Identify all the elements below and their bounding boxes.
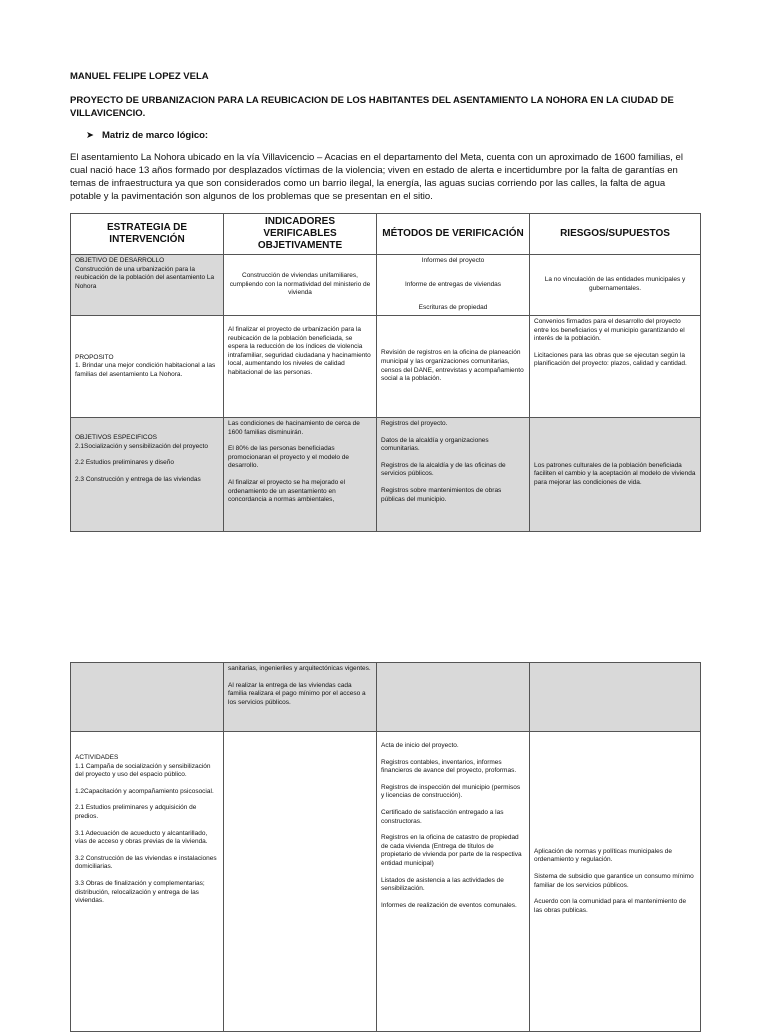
especificos-label: OBJETIVOS ESPECIFICOS bbox=[75, 434, 157, 441]
actividad-item: 1.1 Campaña de socialización y sensibilización del proyecto y uso del espacio público. bbox=[75, 762, 211, 779]
metodo-item: Registros del proyecto. bbox=[381, 420, 448, 427]
metodo-item: Registros de inspección del municipio (permisos y licencias de construcción). bbox=[381, 783, 521, 800]
actividades-indicadores bbox=[224, 732, 377, 1032]
document-title: PROYECTO DE URBANIZACION PARA LA REUBICACION DE LOS HABITANTES DEL ASENTAMIENTO LA NOHORA EN LA CIUDAD DE VILLAVICENCIO. bbox=[70, 95, 674, 119]
desarrollo-label: OBJETIVO DE DESARROLLO bbox=[75, 257, 165, 264]
indicador-item: El 80% de las personas beneficiadas promocionaran el proyecto y el modelo de desarrollo. bbox=[228, 445, 350, 470]
metodo-item: Datos de la alcaldía y organizaciones comunitarias. bbox=[381, 436, 489, 453]
actividades-metodos bbox=[377, 732, 530, 1032]
header-metodos: MÉTODOS DE VERIFICACIÓN bbox=[377, 214, 530, 255]
indicador-item: Al realizar la entrega de las viviendas cada familia realizara el pago mínimo por el acceso a los servicios públicos. bbox=[228, 681, 366, 706]
actividades-riesgos bbox=[530, 732, 701, 1032]
riesgo-item: Licitaciones para las obras que se ejecutan según la planificación del proyecto: plazos, calidad y cantidad. bbox=[534, 351, 687, 368]
metodo-item: Registros contables, inventarios, informes financieros de avance del proyecto, proformas. bbox=[381, 758, 517, 775]
riesgo-item: Convenios firmados para el desarrollo del proyecto entre los beneficiarios y el municipio garantizando el interés de la población. bbox=[534, 318, 685, 343]
desarrollo-indicador: Construcción de viviendas unifamiliares, cumpliendo con la normatividad del ministerio de vivienda bbox=[224, 255, 377, 316]
proposito-label: PROPOSITO bbox=[75, 353, 114, 361]
header-estrategia: ESTRATEGIA DE INTERVENCIÓN bbox=[71, 214, 224, 255]
metodo-item: Listados de asistencia a las actividades de sensibilización. bbox=[381, 876, 504, 893]
actividad-item: 3.2 Construcción de las viviendas e instalaciones domiciliarias. bbox=[75, 854, 217, 871]
matrix-heading-text: Matriz de marco lógico: bbox=[102, 130, 209, 141]
actividad-item: 3.1 Adecuación de acueducto y alcantarillado, vías de acceso y obras previas de la vivienda. bbox=[75, 829, 208, 846]
metodo-item: Certificado de satisfacción entregado a las constructoras. bbox=[381, 808, 504, 825]
especificos-indicadores bbox=[224, 418, 377, 532]
riesgo-item: Aplicación de normas y políticas municipales de ordenamiento y regulación. bbox=[534, 847, 673, 864]
continuacion-metodos bbox=[377, 663, 530, 732]
continuacion-riesgos bbox=[530, 663, 701, 732]
author-name: MANUEL FELIPE LOPEZ VELA bbox=[70, 71, 209, 82]
metodo-item: Registros sobre mantenimientos de obras públicas del municipio. bbox=[381, 486, 502, 503]
table-row-continuacion bbox=[71, 663, 701, 732]
proposito-indicador: Al finalizar el proyecto de urbanización para la reubicación de la población beneficiada, se espera la reducción de los índices de violencia intrafamiliar, seguridad ciudadana y hacinamiento local, aumentando los niveles de calidad habitacional de las personas. bbox=[224, 316, 377, 418]
metodo-item: Escrituras de propiedad bbox=[418, 304, 488, 312]
actividad-item: 1.2Capacitación y acompañamiento psicosocial. bbox=[75, 787, 214, 795]
metodo-item: Acta de inicio del proyecto. bbox=[381, 742, 459, 749]
indicador-item: Al finalizar el proyecto se ha mejorado el ordenamiento de un asentamiento en concordancia a normas ambientales, bbox=[228, 478, 346, 504]
table-row-proposito bbox=[71, 316, 701, 418]
arrow-bullet-icon: ➤ bbox=[86, 130, 94, 141]
intro-paragraph: El asentamiento La Nohora ubicado en la vía Villavicencio – Acacias en el departamento del Meta, cuenta con un aproximado de 1600 familias, el cual nació hace 13 años formado por desplazados víctimas de la violencia; viven en estado de alerta e incertidumbre por la falta de garantías en temas de infraestructura ya que son considerados como un barrio ilegal, la energía, las aguas sucias corriendo por las calles, la falta de agua potable y la pavimentación son algunos de los problemas que se presentan en el sitio. bbox=[70, 152, 683, 202]
actividad-item: 2.1 Estudios preliminares y adquisición de predios. bbox=[75, 804, 197, 820]
riesgo-item: Sistema de subsidio que garantice un consumo mínimo familiar de los servicios públicos. bbox=[534, 872, 694, 889]
actividades-cell bbox=[71, 732, 224, 1032]
proposito-cell bbox=[71, 316, 224, 418]
continuacion-indicadores bbox=[224, 663, 377, 732]
proposito-riesgos bbox=[530, 316, 701, 418]
table-row-desarrollo bbox=[71, 255, 701, 316]
indicador-item: sanitarias, ingenieriles y arquitectónicas vigentes. bbox=[228, 665, 371, 672]
especificos-riesgo: Los patrones culturales de la población beneficiada faciliten el cambio y la aceptación al modelo de vivienda para mejorar las condiciones de vida. bbox=[530, 418, 701, 532]
metodo-item: Informe de entregas de viviendas bbox=[404, 280, 502, 288]
matrix-heading bbox=[86, 130, 208, 141]
actividades-label: ACTIVIDADES bbox=[75, 754, 119, 761]
header-indicadores: INDICADORES VERIFICABLES OBJETIVAMENTE bbox=[224, 214, 377, 255]
metodo-item: Registros en la oficina de catastro de propiedad de cada vivienda (Entrega de títulos de propietario de vivienda por parte de la respectiva entidad municipal) bbox=[381, 834, 522, 867]
actividad-item: 3.3 Obras de finalización y complementarias; distribución, relocalización y entrega de las viviendas. bbox=[75, 879, 205, 905]
riesgo-item: Acuerdo con la comunidad para el mantenimiento de las obras publicas. bbox=[534, 898, 687, 914]
desarrollo-riesgo: La no vinculación de las entidades municipales y gubernamentales. bbox=[530, 255, 701, 316]
table-header-row bbox=[71, 214, 701, 255]
metodo-item: Registros de la alcaldía y de las oficinas de servicios públicos. bbox=[381, 461, 506, 478]
especifico-item: 2.1Socialización y sensibilización del proyecto bbox=[75, 442, 208, 450]
metodo-item: Informes del proyecto bbox=[421, 257, 485, 264]
logical-framework-table bbox=[70, 213, 701, 532]
continuacion-cell bbox=[71, 663, 224, 732]
especificos-metodos bbox=[377, 418, 530, 532]
header-riesgos: RIESGOS/SUPUESTOS bbox=[530, 214, 701, 255]
metodo-item: Informes de realización de eventos comunales. bbox=[381, 901, 517, 909]
especificos-cell bbox=[71, 418, 224, 532]
especifico-item: 2.3 Construcción y entrega de las viviendas bbox=[75, 475, 201, 483]
desarrollo-cell bbox=[71, 255, 224, 316]
proposito-metodo: Revisión de registros en la oficina de planeación municipal y las organizaciones comunitarias, censos del DANE, entrevistas y acompañamiento social a la población. bbox=[377, 316, 530, 418]
table-row-actividades bbox=[71, 732, 701, 1032]
proposito-text: 1. Brindar una mejor condición habitacional a las familias del asentamiento La Nohora. bbox=[75, 362, 216, 378]
especifico-item: 2.2 Estudios preliminares y diseño bbox=[75, 459, 174, 467]
indicador-item: Las condiciones de hacinamiento de cerca de 1600 familias disminuirán. bbox=[228, 420, 360, 436]
desarrollo-text: Construcción de una urbanización para la reubicación de la población del asentamiento La Nohora bbox=[75, 265, 215, 290]
desarrollo-metodos bbox=[377, 255, 530, 316]
logical-framework-table-continued bbox=[70, 662, 701, 1032]
table-row-especificos bbox=[71, 418, 701, 532]
